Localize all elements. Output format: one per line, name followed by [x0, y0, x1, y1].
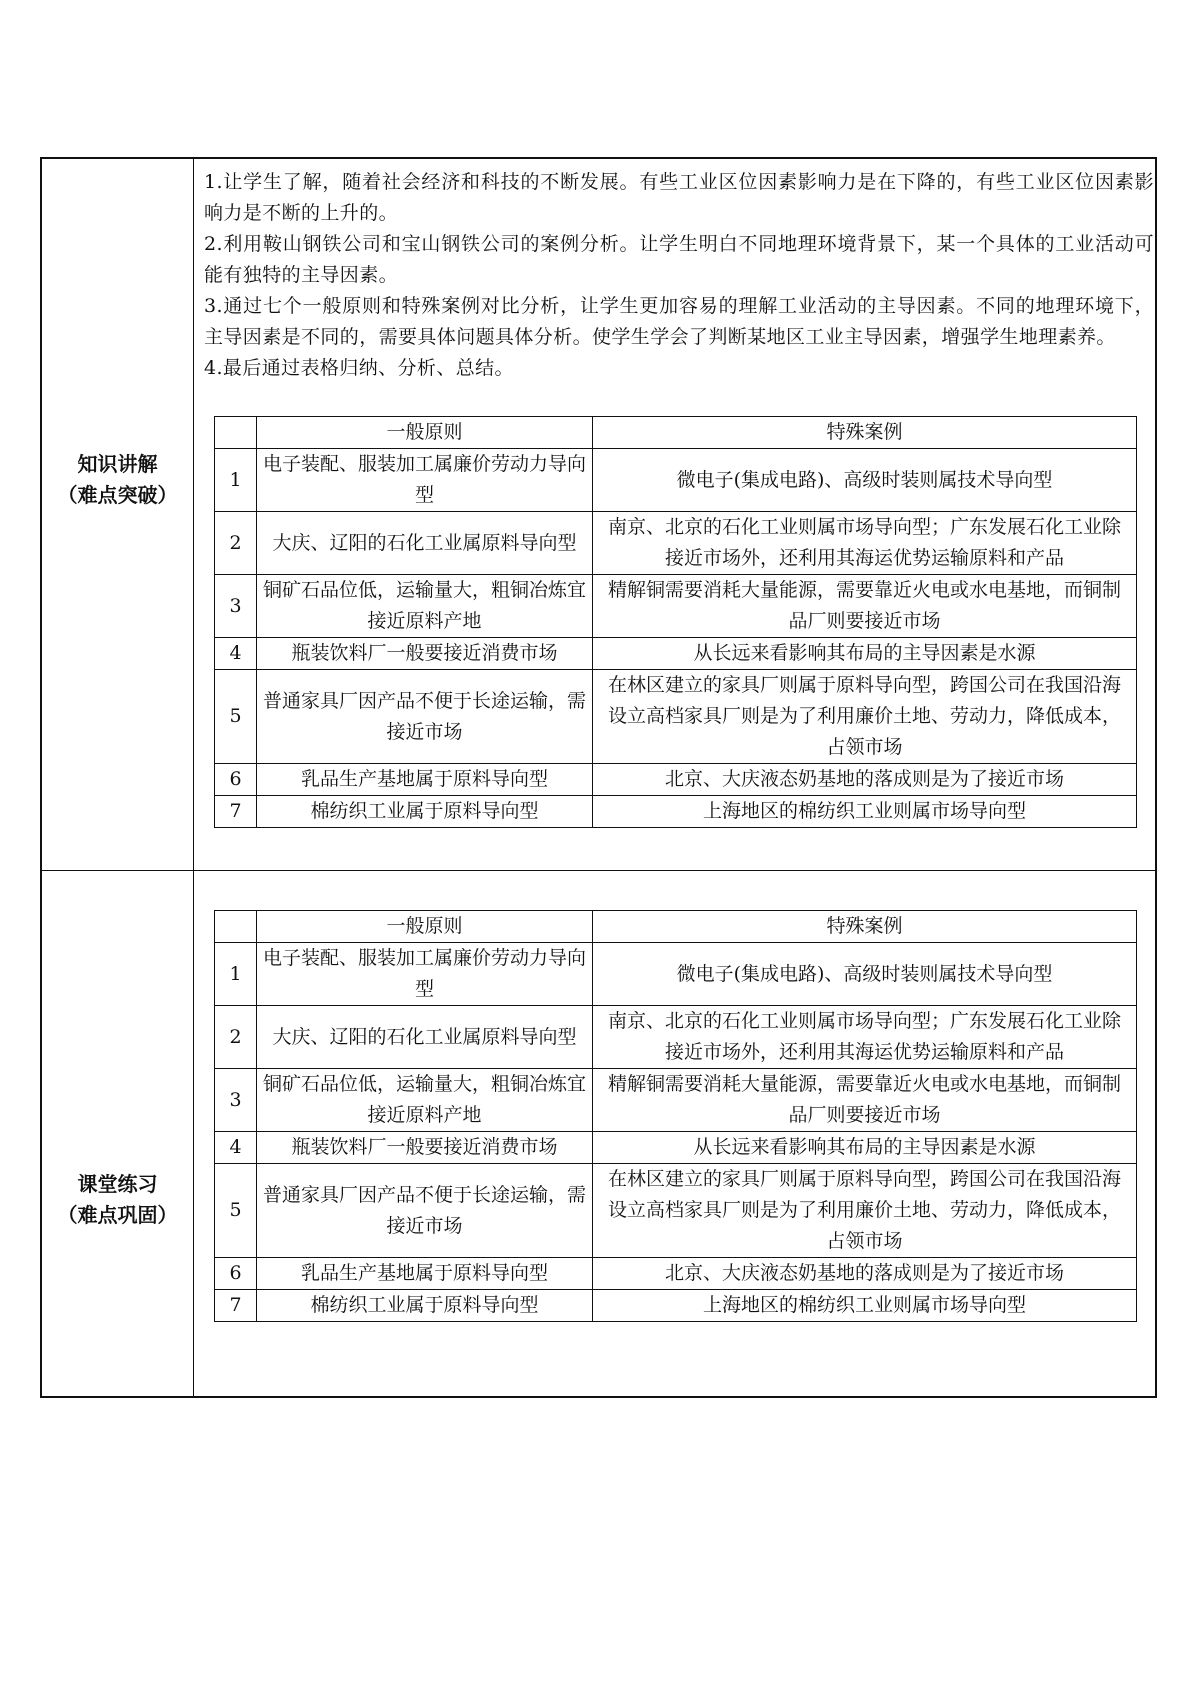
knowledge-title: 知识讲解	[77, 452, 158, 476]
row-number: 6	[215, 1258, 257, 1290]
special-case: 南京、北京的石化工业则属市场导向型；广东发展石化工业除接近市场外，还利用其海运优势运输原料和产品	[593, 512, 1137, 575]
header-cell: 一般原则	[257, 417, 593, 449]
special-case: 精解铜需要消耗大量能源，需要靠近火电或水电基地，而铜制品厂则要接近市场	[593, 1069, 1137, 1132]
knowledge-subtitle: （难点突破）	[57, 483, 178, 507]
table-row	[215, 1164, 1137, 1258]
general-rule: 瓶装饮料厂一般要接近消费市场	[257, 1132, 593, 1164]
row-number: 1	[215, 449, 257, 512]
general-rule: 普通家具厂因产品不便于长途运输，需接近市场	[257, 1164, 593, 1258]
general-rule: 电子装配、服装加工属廉价劳动力导向型	[257, 449, 593, 512]
row-divider	[42, 870, 1155, 871]
intro-text	[204, 167, 1154, 384]
general-rule: 普通家具厂因产品不便于长途运输，需接近市场	[257, 670, 593, 764]
header-cell: 一般原则	[257, 911, 593, 943]
general-rule: 铜矿石品位低，运输量大，粗铜冶炼宜接近原料产地	[257, 1069, 593, 1132]
header-cell	[215, 417, 257, 449]
row-number: 2	[215, 1006, 257, 1069]
special-case: 精解铜需要消耗大量能源，需要靠近火电或水电基地，而铜制品厂则要接近市场	[593, 575, 1137, 638]
row-number: 4	[215, 1132, 257, 1164]
table-row	[215, 512, 1137, 575]
general-rule: 棉纺织工业属于原料导向型	[257, 1290, 593, 1322]
special-case: 在林区建立的家具厂则属于原料导向型，跨国公司在我国沿海设立高档家具厂则是为了利用廉价土地、劳动力，降低成本，占领市场	[593, 670, 1137, 764]
row-number: 3	[215, 1069, 257, 1132]
special-case: 上海地区的棉纺织工业则属市场导向型	[593, 796, 1137, 828]
general-rule: 棉纺织工业属于原料导向型	[257, 796, 593, 828]
general-rule: 瓶装饮料厂一般要接近消费市场	[257, 638, 593, 670]
table-row	[215, 638, 1137, 670]
practice-table	[214, 910, 1137, 1322]
table-header-row	[215, 911, 1137, 943]
table-row	[215, 943, 1137, 1006]
special-case: 南京、北京的石化工业则属市场导向型；广东发展石化工业除接近市场外，还利用其海运优势运输原料和产品	[593, 1006, 1137, 1069]
row-number: 5	[215, 670, 257, 764]
special-case: 微电子(集成电路)、高级时装则属技术导向型	[593, 449, 1137, 512]
table-row	[215, 1069, 1137, 1132]
lesson-frame	[40, 157, 1157, 1398]
row-number: 3	[215, 575, 257, 638]
general-rule: 铜矿石品位低，运输量大，粗铜冶炼宜接近原料产地	[257, 575, 593, 638]
header-cell	[215, 911, 257, 943]
table-row	[215, 449, 1137, 512]
special-case: 从长远来看影响其布局的主导因素是水源	[593, 1132, 1137, 1164]
header-cell: 特殊案例	[593, 911, 1137, 943]
general-rule: 大庆、辽阳的石化工业属原料导向型	[257, 512, 593, 575]
special-case: 北京、大庆液态奶基地的落成则是为了接近市场	[593, 1258, 1137, 1290]
header-cell: 特殊案例	[593, 417, 1137, 449]
table-header-row	[215, 417, 1137, 449]
table-row	[215, 670, 1137, 764]
knowledge-table	[214, 416, 1137, 828]
table-row	[215, 764, 1137, 796]
general-rule: 乳品生产基地属于原料导向型	[257, 764, 593, 796]
special-case: 上海地区的棉纺织工业则属市场导向型	[593, 1290, 1137, 1322]
general-rule: 大庆、辽阳的石化工业属原料导向型	[257, 1006, 593, 1069]
intro-paragraph: 1.让学生了解，随着社会经济和科技的不断发展。有些工业区位因素影响力是在下降的，有些工业区位因素影响力是不断的上升的。	[204, 171, 1154, 224]
special-case: 微电子(集成电路)、高级时装则属技术导向型	[593, 943, 1137, 1006]
special-case: 在林区建立的家具厂则属于原料导向型，跨国公司在我国沿海设立高档家具厂则是为了利用廉价土地、劳动力，降低成本，占领市场	[593, 1164, 1137, 1258]
special-case: 北京、大庆液态奶基地的落成则是为了接近市场	[593, 764, 1137, 796]
intro-paragraph: 2.利用鞍山钢铁公司和宝山钢铁公司的案例分析。让学生明白不同地理环境背景下，某一个具体的工业活动可能有独特的主导因素。	[204, 233, 1154, 286]
practice-subtitle: （难点巩固）	[57, 1203, 178, 1227]
row-number: 1	[215, 943, 257, 1006]
row-number: 4	[215, 638, 257, 670]
practice-title: 课堂练习	[77, 1172, 158, 1196]
row-number: 7	[215, 1290, 257, 1322]
table-row	[215, 1290, 1137, 1322]
row-number: 5	[215, 1164, 257, 1258]
table-row	[215, 1132, 1137, 1164]
table-row	[215, 575, 1137, 638]
table-row	[215, 796, 1137, 828]
column-divider	[193, 159, 194, 1396]
table-row	[215, 1258, 1137, 1290]
intro-paragraph: 3.通过七个一般原则和特殊案例对比分析，让学生更加容易的理解工业活动的主导因素。不同的地理环境下，主导因素是不同的，需要具体问题具体分析。使学生学会了判断某地区工业主导因素，增强学生地理素养。	[204, 295, 1154, 348]
general-rule: 乳品生产基地属于原料导向型	[257, 1258, 593, 1290]
special-case: 从长远来看影响其布局的主导因素是水源	[593, 638, 1137, 670]
row-number: 7	[215, 796, 257, 828]
general-rule: 电子装配、服装加工属廉价劳动力导向型	[257, 943, 593, 1006]
row-number: 2	[215, 512, 257, 575]
table-row	[215, 1006, 1137, 1069]
row-number: 6	[215, 764, 257, 796]
practice-section-label	[42, 1169, 193, 1231]
intro-paragraph: 4.最后通过表格归纳、分析、总结。	[204, 357, 514, 379]
knowledge-section-label	[42, 449, 193, 511]
